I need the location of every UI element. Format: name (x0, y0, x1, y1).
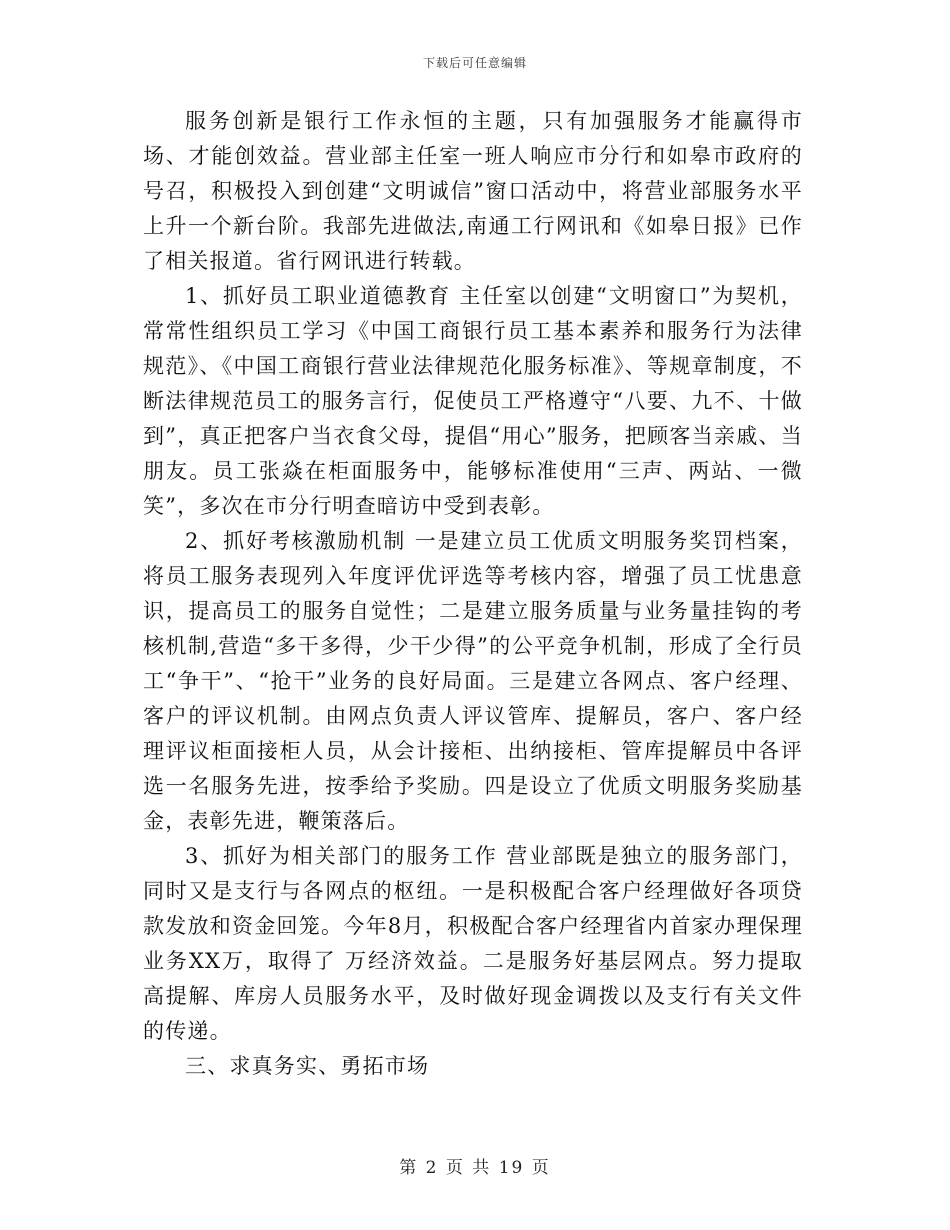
paragraph-ethics-education: 1、抓好员工职业道德教育 主任室以创建“文明窗口”为契机，常常性组织员工学习《中国工商银行员工基本素养和服务行为法律规范》、《中国工商银行营业法律规范化服务标准》、等规章制度，不断法律规范员工的服务言行，促使员工严格遵守“八要、九不、十做到”，真正把客户当衣食父母，提倡“用心”服务，把顾客当亲戚、当朋友。员工张焱在柜面服务中，能够标准使用“三声、两站、一微笑”，多次在市分行明查暗访中受到表彰。 (143, 284, 803, 518)
section-heading-market: 三、求真务实、勇拓市场 (185, 1054, 430, 1078)
page-header: 下载后可任意编辑 (422, 56, 527, 70)
document-body (143, 104, 803, 1084)
page-number: 第 2 页 共 19 页 (399, 1158, 551, 1178)
paragraph-department-service: 3、抓好为相关部门的服务工作 营业部既是独立的服务部门，同时又是支行与各网点的枢纽。一是积极配合客户经理做好各项贷款发放和资金回笼。今年8月，积极配合客户经理省内首家办理保理业务XX万，取得了 万经济效益。二是服务好基层网点。努力提取高提解、库房人员服务水平，及时做好现金调拨以及支行有关文件的传递。 (143, 844, 803, 1043)
paragraph-incentive-mechanism: 2、抓好考核激励机制 一是建立员工优质文明服务奖罚档案，将员工服务表现列入年度评优评选等考核内容，增强了员工忧患意识，提高员工的服务自觉性；二是建立服务质量与业务量挂钩的考核机制,营造“多干多得，少干少得”的公平竞争机制，形成了全行员工“争干”、“抢干”业务的良好局面。三是建立各网点、客户经理、客户的评议机制。由网点负责人评议管库、提解员，客户、客户经理评议柜面接柜人员，从会计接柜、出纳接柜、管库提解员中各评选一名服务先进，按季给予奖励。四是设立了优质文明服务奖励基金，表彰先进，鞭策落后。 (143, 529, 803, 833)
paragraph-intro: 服务创新是银行工作永恒的主题，只有加强服务才能赢得市场、才能创效益。营业部主任室一班人响应市分行和如皋市政府的号召，积极投入到创建“文明诚信”窗口活动中，将营业部服务水平上升一个新台阶。我部先进做法,南通工行网讯和《如皋日报》已作了相关报道。省行网讯进行转载。 (143, 109, 803, 273)
